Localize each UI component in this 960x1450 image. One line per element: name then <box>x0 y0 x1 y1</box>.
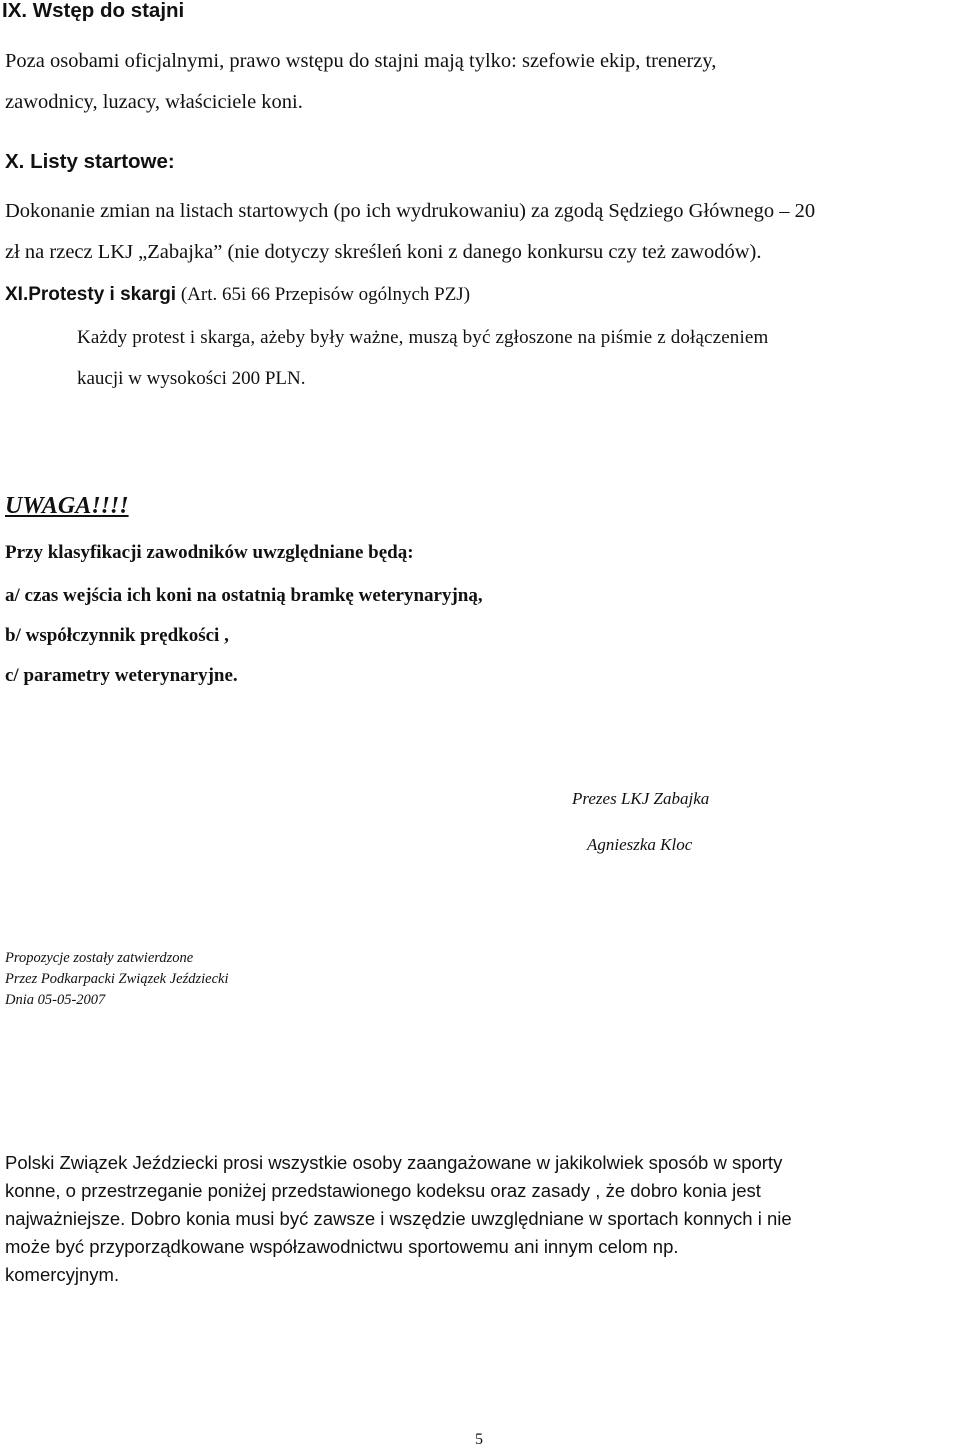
uwaga-line-3: b/ współczynnik prędkości , <box>5 625 229 646</box>
signature-name: Agnieszka Kloc <box>587 835 693 854</box>
code-paragraph-line-4: może być przyporządkowane współzawodnictwu sportowemu ani innym celom np. <box>5 1236 679 1257</box>
section-ix-line-1: Poza osobami oficjalnymi, prawo wstępu do stajni mają tylko: szefowie ekip, trenerzy, <box>5 50 717 72</box>
section-xi-heading <box>5 284 470 306</box>
section-xi-heading-reference: (Art. 65i 66 Przepisów ogólnych PZJ) <box>176 284 471 305</box>
approval-line-1: Propozycje zostały zatwierdzone <box>5 950 194 966</box>
section-x-heading: X. Listy startowe: <box>5 150 175 173</box>
signature-role: Prezes LKJ Zabajka <box>572 789 710 808</box>
uwaga-line-4: c/ parametry weterynaryjne. <box>5 665 238 686</box>
section-x-line-1: Dokonanie zmian na listach startowych (po ich wydrukowaniu) za zgodą Sędziego Głównego – 20 <box>5 200 816 222</box>
section-ix-heading: IX. Wstęp do stajni <box>2 0 185 22</box>
approval-line-3: Dnia 05-05-2007 <box>5 992 106 1008</box>
section-xi-line-2: kaucji w wysokości 200 PLN. <box>77 368 306 389</box>
approval-line-2: Przez Podkarpacki Związek Jeździecki <box>5 971 229 987</box>
uwaga-line-2: a/ czas wejścia ich koni na ostatnią bramkę weterynaryjną, <box>5 585 483 606</box>
section-ix-line-2: zawodnicy, luzacy, właściciele koni. <box>5 91 303 113</box>
code-paragraph-line-3: najważniejsze. Dobro konia musi być zawsze i wszędzie uwzględniane w sportach konnych i nie <box>5 1208 792 1229</box>
section-x-line-2: zł na rzecz LKJ „Zabajka” (nie dotyczy skreśleń koni z danego konkursu czy też zawodów). <box>5 241 762 263</box>
code-paragraph-line-2: konne, o przestrzeganie poniżej przedstawionego kodeksu oraz zasady , że dobro konia jest <box>5 1180 761 1201</box>
page-number: 5 <box>475 1431 483 1448</box>
section-xi-heading-bold: XI.Protesty i skargi <box>5 284 177 305</box>
code-paragraph-line-5: komercyjnym. <box>5 1264 120 1285</box>
code-paragraph-line-1: Polski Związek Jeździecki prosi wszystkie osoby zaangażowane w jakikolwiek sposób w sporty <box>5 1152 783 1173</box>
uwaga-title: UWAGA!!!! <box>5 493 129 519</box>
section-xi-line-1: Każdy protest i skarga, ażeby były ważne, muszą być zgłoszone na piśmie z dołączeniem <box>77 327 769 348</box>
uwaga-line-1: Przy klasyfikacji zawodników uwzględniane będą: <box>5 542 414 563</box>
